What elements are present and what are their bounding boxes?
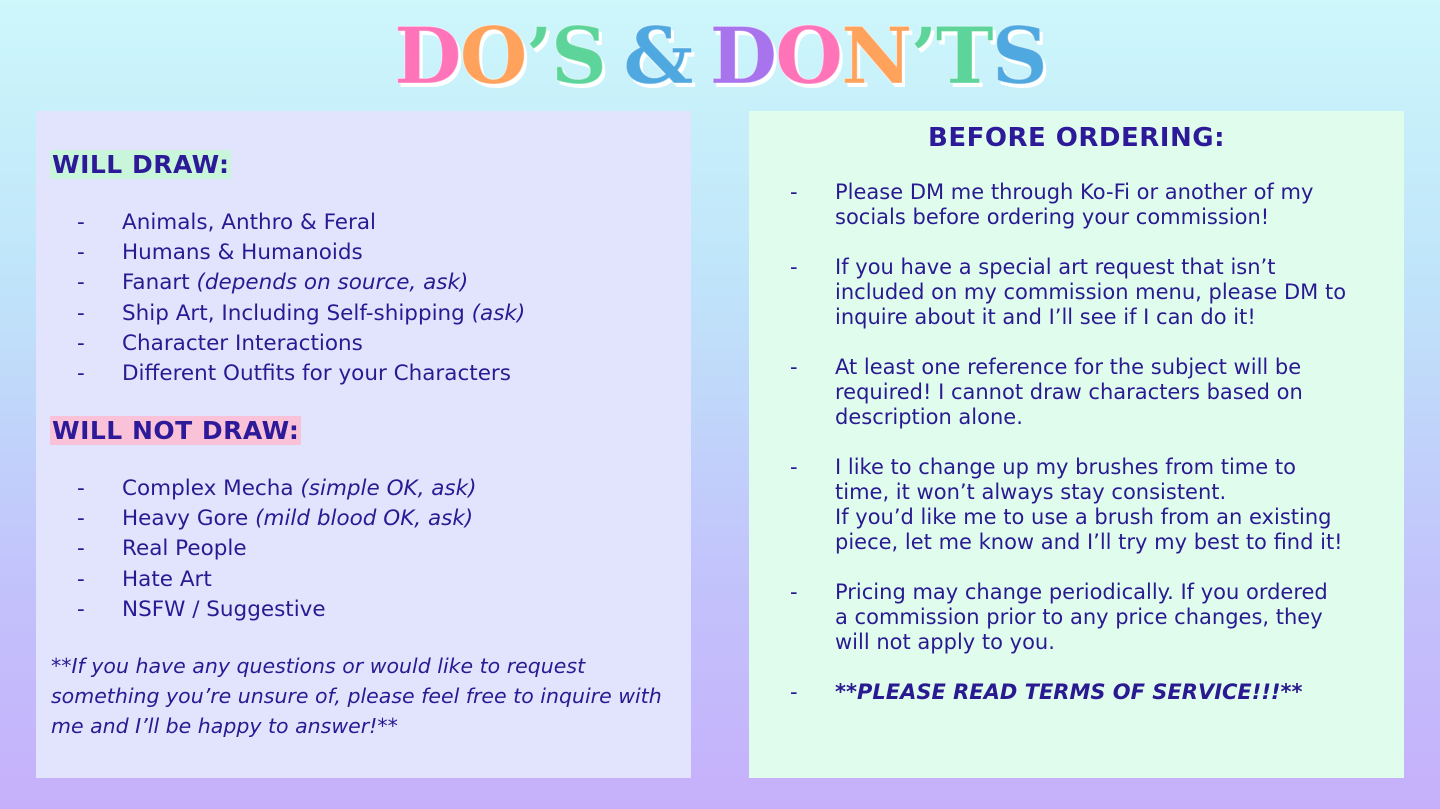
title-letter: ’ [910, 11, 936, 102]
bullet-dash: - [77, 596, 85, 622]
page-title [0, 12, 1440, 102]
bullet-dash: - [77, 300, 85, 326]
item-label: Hate Art [122, 566, 212, 592]
will-draw-heading: WILL DRAW: [52, 150, 230, 179]
title-letter: D [394, 11, 460, 102]
list-item-text [122, 595, 326, 625]
bullet-dash: - [77, 210, 85, 235]
item-label: Animals, Anthro & Feral [122, 210, 377, 235]
title-letter: N [841, 11, 911, 102]
bullet-dash: - [790, 355, 798, 379]
item-label: Heavy Gore [122, 506, 256, 532]
ordering-item-text: I like to change up my brushes from time to time, it won’t always stay consistent. If you’d like me to use a brush from an existing piece, let me know and I’ll try my best to find it! [835, 455, 1343, 554]
item-label: Character Interactions [122, 330, 363, 356]
title-letter: O [459, 11, 526, 102]
list-item-text [122, 329, 363, 359]
title-letter: ’ [525, 11, 551, 102]
bullet-dash: - [790, 455, 798, 479]
list-item-text [122, 299, 525, 329]
item-label: Different Outfits for your Characters [122, 360, 511, 386]
item-label: Humans & Humanoids [122, 240, 363, 266]
list-item-text [122, 238, 363, 268]
item-note: (mild blood OK, ask) [255, 506, 474, 532]
bullet-dash: - [77, 330, 85, 356]
list-item-text [122, 534, 247, 564]
bullet-dash: - [77, 360, 85, 386]
list-item-text [122, 474, 476, 504]
bullet-dash: - [790, 580, 798, 604]
bullet-dash: - [77, 536, 85, 562]
item-label: Fanart [122, 270, 197, 296]
ordering-item-text: Pricing may change periodically. If you ordered a commission prior to any price changes, they will not apply to you. [835, 580, 1328, 654]
title-letter: T [935, 11, 992, 102]
title-letter: D [709, 11, 776, 102]
item-label: Complex Mecha [122, 476, 301, 501]
title-letter: S [550, 11, 606, 102]
ordering-item-text: **PLEASE READ TERMS OF SERVICE!!!** [835, 680, 1303, 704]
bullet-dash: - [77, 476, 85, 501]
ordering-item-text: At least one reference for the subject will be required! I cannot draw characters based on description alone. [835, 355, 1303, 429]
item-note: (simple OK, ask) [300, 476, 477, 501]
list-item-text [122, 268, 468, 298]
before-ordering-heading: BEFORE ORDERING: [928, 123, 1225, 153]
bullet-dash: - [77, 506, 85, 532]
title-letter: O [775, 11, 842, 102]
list-item-text [122, 208, 376, 238]
item-label: Ship Art, Including Self-shipping [122, 300, 472, 326]
footnote: **If you have any questions or would like to request something you’re unsure of, please feel free to inquire with me and I’ll be happy to answer!** [51, 654, 662, 738]
list-item-text [122, 565, 212, 595]
title-letter: & [623, 11, 692, 102]
item-note: (ask) [471, 300, 526, 326]
before-ordering-panel [749, 111, 1404, 778]
list-item-text [122, 359, 511, 389]
item-note: (depends on source, ask) [196, 270, 469, 296]
will-draw-panel [36, 111, 691, 778]
ordering-item-text: Please DM me through Ko-Fi or another of my socials before ordering your commission! [835, 180, 1314, 229]
bullet-dash: - [790, 255, 798, 279]
item-label: NSFW / Suggestive [122, 596, 326, 622]
title-letter: S [991, 11, 1046, 102]
item-label: Real People [122, 536, 247, 562]
bullet-dash: - [790, 180, 798, 204]
bullet-dash: - [790, 680, 798, 704]
ordering-item-text: If you have a special art request that isn’t included on my commission menu, please DM to inquire about it and I’ll see if I can do it! [835, 255, 1347, 329]
list-item-text [122, 504, 473, 534]
will-not-draw-heading: WILL NOT DRAW: [52, 416, 300, 445]
bullet-dash: - [77, 270, 85, 296]
bullet-dash: - [77, 566, 85, 592]
bullet-dash: - [77, 240, 85, 266]
